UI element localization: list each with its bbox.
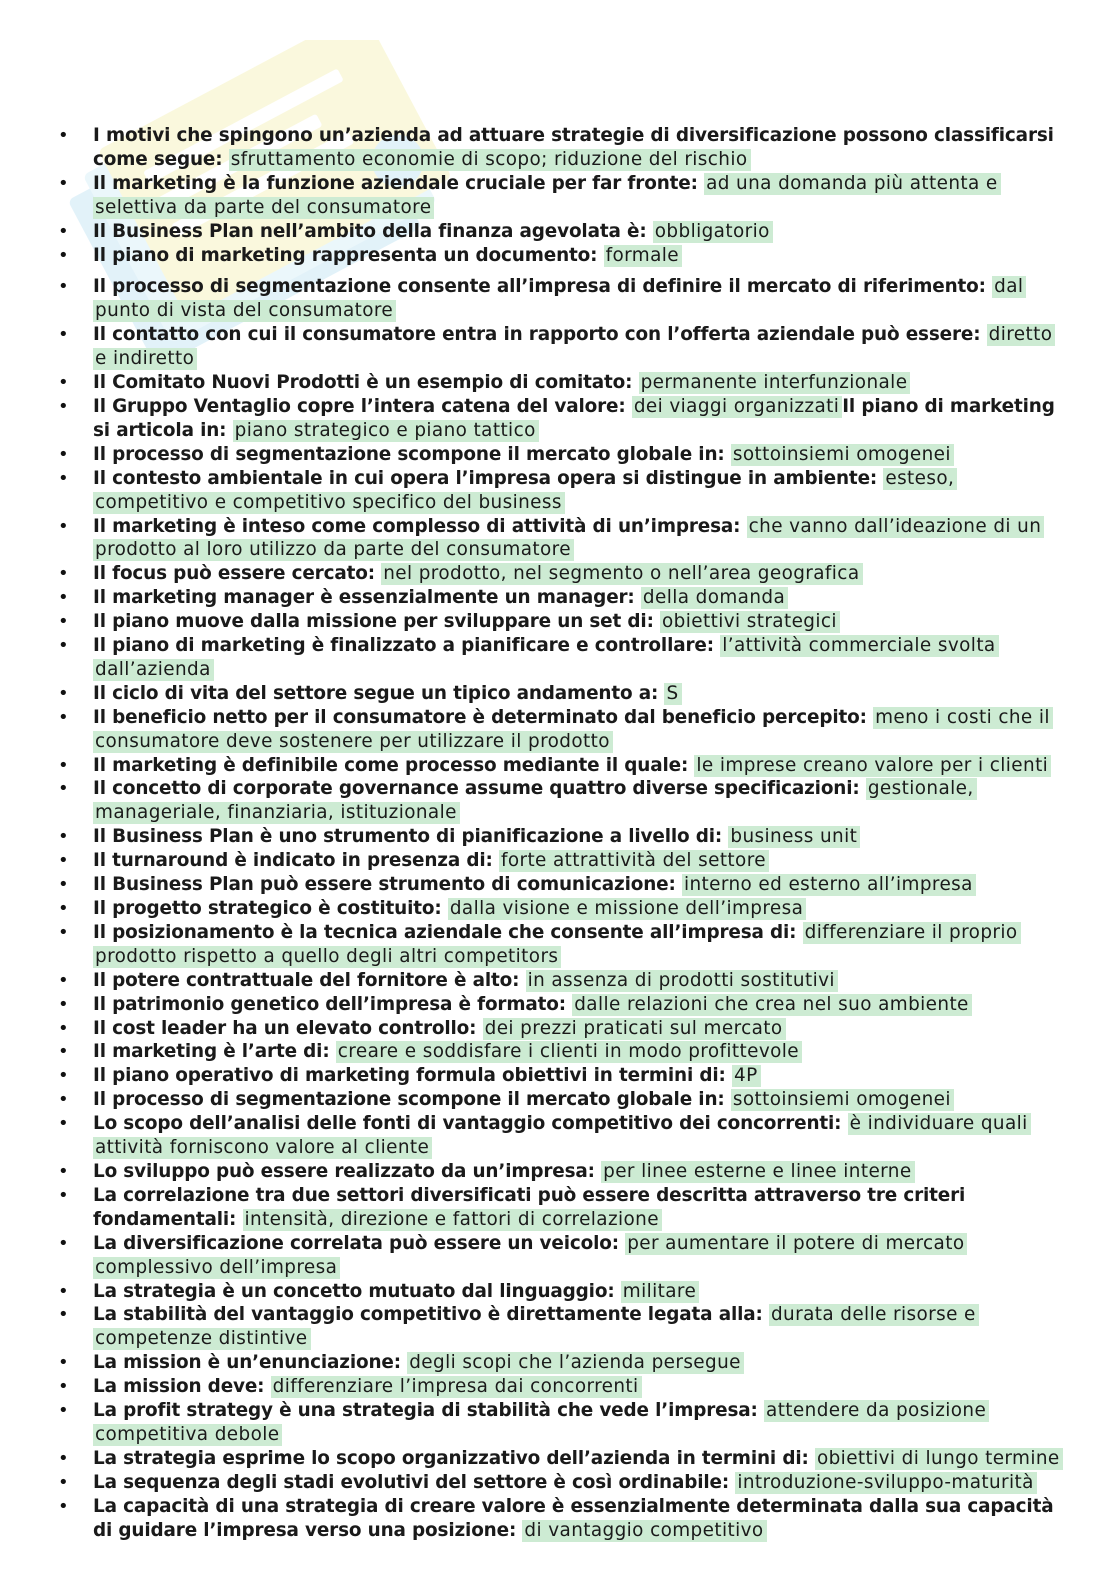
answer-highlight: dal punto di vista del consumatore (93, 276, 1026, 322)
document-page (58, 124, 1070, 1542)
answer-highlight: interno ed esterno all’impresa (682, 874, 976, 896)
answer-highlight: sottoinsiemi omogenei (731, 1089, 954, 1111)
list-item (58, 610, 1070, 634)
answer-highlight: dei viaggi organizzati (632, 396, 842, 418)
answer-highlight: per linee esterne e linee interne (601, 1161, 914, 1183)
answer-highlight: S (664, 683, 681, 705)
question-text: Il processo di segmentazione consente all’impresa di definire il mercato di riferimento: (93, 276, 993, 298)
question-text: Il marketing è l’arte di: (93, 1041, 336, 1063)
answer-highlight: dalle relazioni che crea nel suo ambiente (572, 994, 972, 1016)
answer-highlight: dalla visione e missione dell’impresa (448, 898, 806, 920)
question-text: Il marketing è inteso come complesso di attività di un’impresa: (93, 515, 747, 537)
list-item (58, 562, 1070, 586)
list-item (58, 1447, 1070, 1471)
answer-highlight: introduzione-sviluppo-maturità (735, 1472, 1036, 1494)
answer-highlight: forte attrattività del settore (499, 850, 769, 872)
question-text: Il contatto con cui il consumatore entra in rapporto con l’offerta aziendale può essere: (93, 324, 987, 346)
question-text: Il ciclo di vita del settore segue un tipico andamento a: (93, 682, 665, 704)
list-item (58, 1471, 1070, 1495)
answer-highlight: per aumentare il potere di mercato complessivo dell’impresa (93, 1233, 967, 1279)
list-item (58, 897, 1070, 921)
list-item (58, 443, 1070, 467)
list-item (58, 1351, 1070, 1375)
answer-highlight: obbligatorio (653, 221, 773, 243)
list-item (58, 1160, 1070, 1184)
question-text: Il Business Plan può essere strumento di comunicazione: (93, 874, 682, 896)
list-item (58, 634, 1070, 682)
question-text: Il marketing manager è essenzialmente un manager: (93, 587, 641, 609)
question-text: I motivi che spingono un’azienda ad attuare strategie di diversificazione possono classificarsi come segue: (93, 125, 1054, 170)
list-item (58, 993, 1070, 1017)
list-item (58, 1017, 1070, 1041)
answer-highlight: meno i costi che il consumatore deve sostenere per utilizzare il prodotto (93, 707, 1053, 753)
list-item (58, 395, 1070, 443)
question-text: Il potere contrattuale del fornitore è alto: (93, 969, 526, 991)
answer-highlight: in assenza di prodotti sostitutivi (526, 970, 838, 992)
list-item (58, 1232, 1070, 1280)
answer-highlight: permanente interfunzionale (639, 372, 911, 394)
answer-highlight: differenziare l’impresa dai concorrenti (271, 1376, 642, 1398)
list-item (58, 921, 1070, 969)
answer-highlight: è individuare quali attività forniscono valore al cliente (93, 1113, 1031, 1159)
question-text: Il piano di marketing è finalizzato a pianificare e controllare: (93, 635, 721, 657)
question-text: Lo scopo dell’analisi delle fonti di vantaggio competitivo dei concorrenti: (93, 1113, 848, 1135)
question-text: La mission deve: (93, 1376, 271, 1398)
question-text: Il focus può essere cercato: (93, 563, 382, 585)
question-text: La strategia è un concetto mutuato dal linguaggio: (93, 1280, 621, 1302)
question-text: Il Business Plan nell’ambito della finanza agevolata è: (93, 220, 653, 242)
list-item (58, 172, 1070, 220)
answer-highlight: che vanno dall’ideazione di un prodotto al loro utilizzo da parte del consumatore (93, 516, 1044, 562)
answer-highlight: esteso, competitivo e competitivo specifico del business (93, 468, 957, 514)
list-item (58, 1184, 1070, 1232)
question-text: La stabilità del vantaggio competitivo è direttamente legata alla: (93, 1304, 769, 1326)
answer-highlight: l’attività commerciale svolta dall’azienda (93, 635, 999, 681)
list-item (58, 323, 1070, 371)
list-item (58, 1399, 1070, 1447)
answer-highlight: diretto e indiretto (93, 324, 1055, 370)
answer-highlight: gestionale, manageriale, finanziaria, istituzionale (93, 778, 977, 824)
answer-highlight: nel prodotto, nel segmento o nell’area geografica (381, 563, 862, 585)
question-text: La diversificazione correlata può essere un veicolo: (93, 1232, 626, 1254)
qa-list (58, 124, 1070, 1542)
list-item (58, 515, 1070, 563)
question-text: Il Comitato Nuovi Prodotti è un esempio di comitato: (93, 372, 639, 394)
question-text: Il patrimonio genetico dell’impresa è formato: (93, 993, 573, 1015)
list-item (58, 1064, 1070, 1088)
question-text: La profit strategy è una strategia di stabilità che vede l’impresa: (93, 1400, 765, 1422)
question-text: Il marketing è definibile come processo mediante il quale: (93, 754, 695, 776)
list-item (58, 1495, 1070, 1543)
question-text: La correlazione tra due settori diversificati può essere descritta attraverso tre criteri fondamentali: (93, 1184, 966, 1230)
list-item (58, 754, 1070, 778)
question-text: Il contesto ambientale in cui opera l’impresa opera si distingue in ambiente: (93, 467, 884, 489)
answer-highlight: differenziare il proprio prodotto rispetto a quello degli altri competitors (93, 922, 1021, 968)
question-text: Il concetto di corporate governance assume quattro diverse specificazioni: (93, 778, 866, 800)
list-item (58, 1280, 1070, 1304)
answer-highlight: sfruttamento economie di scopo; riduzione del rischio (229, 149, 751, 171)
list-item (58, 244, 1070, 268)
question-text: Il Gruppo Ventaglio copre l’intera catena del valore: (93, 395, 632, 417)
answer-highlight: della domanda (641, 587, 788, 609)
question-text: Il turnaround è indicato in presenza di: (93, 850, 499, 872)
question-text: Il marketing è la funzione aziendale cruciale per far fronte: (93, 172, 705, 194)
answer-highlight: degli scopi che l’azienda persegue (407, 1352, 744, 1374)
list-item (58, 1040, 1070, 1064)
question-text: Il piano di marketing rappresenta un documento: (93, 244, 604, 266)
answer-highlight: 4P (732, 1065, 761, 1087)
answer-highlight: creare e soddisfare i clienti in modo profittevole (336, 1041, 802, 1063)
answer-highlight: dei prezzi praticati sul mercato (483, 1018, 786, 1040)
list-item (58, 124, 1070, 172)
list-item (58, 825, 1070, 849)
list-item (58, 1112, 1070, 1160)
answer-highlight: attendere da posizione competitiva debole (93, 1400, 989, 1446)
list-item (58, 1375, 1070, 1399)
answer-highlight: ad una domanda più attenta e selettiva da parte del consumatore (93, 173, 1001, 219)
answer-highlight: obiettivi di lungo termine (815, 1448, 1063, 1470)
question-text: Il processo di segmentazione scompone il mercato globale in: (93, 1089, 731, 1111)
question-text: Il progetto strategico è costituito: (93, 898, 448, 919)
question-text: Il Business Plan è uno strumento di pianificazione a livello di: (93, 826, 729, 848)
question-text: La sequenza degli stadi evolutivi del settore è così ordinabile: (93, 1471, 736, 1493)
question-text: Il cost leader ha un elevato controllo: (93, 1017, 483, 1039)
list-item (58, 873, 1070, 897)
list-item (58, 467, 1070, 515)
question-text: Il beneficio netto per il consumatore è determinato dal beneficio percepito: (93, 706, 874, 728)
answer-highlight: sottoinsiemi omogenei (731, 444, 954, 466)
answer-highlight: intensità, direzione e fattori di correlazione (243, 1209, 662, 1231)
list-item (58, 220, 1070, 244)
list-item (58, 586, 1070, 610)
answer-highlight: business unit (728, 826, 860, 848)
list-item (58, 371, 1070, 395)
list-item (58, 682, 1070, 706)
question-text: Lo sviluppo può essere realizzato da un’impresa: (93, 1160, 602, 1182)
question-text: Il processo di segmentazione scompone il mercato globale in: (93, 443, 731, 465)
question-text: Il piano muove dalla missione per sviluppare un set di: (93, 611, 661, 633)
answer-highlight: di vantaggio competitivo (522, 1520, 766, 1542)
answer-highlight: le imprese creano valore per i clienti (694, 755, 1051, 777)
list-item (58, 849, 1070, 873)
list-item (58, 1303, 1070, 1351)
list-item (58, 777, 1070, 825)
list-item (58, 969, 1070, 993)
question-text: Il piano operativo di marketing formula obiettivi in termini di: (93, 1065, 733, 1087)
list-item (58, 1088, 1070, 1112)
question-text: La capacità di una strategia di creare valore è essenzialmente determinata dalla sua capacità di guidare l’impresa verso una posizione: (93, 1495, 1054, 1541)
answer-highlight: obiettivi strategici (660, 611, 840, 633)
list-item (58, 706, 1070, 754)
question-text: La strategia esprime lo scopo organizzativo dell’azienda in termini di: (93, 1447, 815, 1469)
question-text: Il posizionamento è la tecnica aziendale che consente all’impresa di: (93, 921, 803, 943)
list-item (58, 275, 1070, 323)
question-text: La mission è un’enunciazione: (93, 1352, 408, 1374)
answer-highlight: militare (621, 1281, 699, 1303)
answer-highlight: durata delle risorse e competenze distintive (93, 1304, 979, 1350)
answer-highlight: formale (604, 245, 682, 267)
answer-highlight: piano strategico e piano tattico (233, 420, 539, 442)
question-text: Il piano di marketing si articola in: (93, 395, 1055, 441)
